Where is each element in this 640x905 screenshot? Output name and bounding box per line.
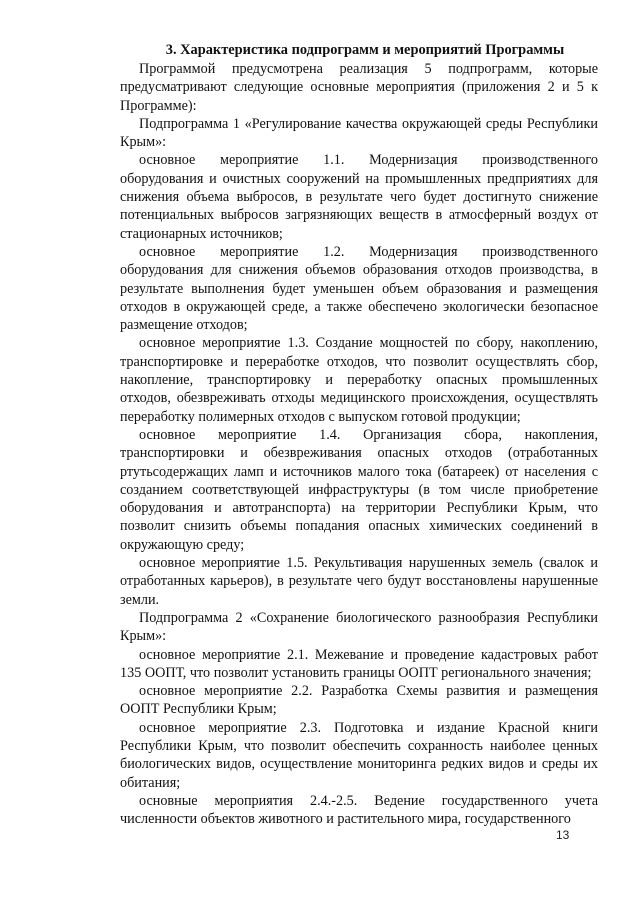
paragraph-measure-1-1: основное мероприятие 1.1. Модернизация производственного оборудования и очистных сооружений на промышленных предприятиях для снижения объема выбросов, в результате чего будет достигнуто снижение потенциальных выбросов загрязняющих веществ в атмосферный воздух от стационарных источников;: [120, 152, 598, 242]
page-number: 13: [556, 828, 570, 842]
paragraph-measure-1-3: основное мероприятие 1.3. Создание мощностей по сбору, накоплению, транспортировке и переработке отходов, что позволит осуществлять сбор, накопление, транспортировку и переработку опасных промышленных отходов, обезвреживать отходы медицинского происхождения, осуществлять переработку полимерных отходов с выпуском готовой продукции;: [120, 335, 598, 425]
paragraph-intro: Программой предусмотрена реализация 5 подпрограмм, которые предусматривают следующие основные мероприятия (приложения 2 и 5 к Программе):: [120, 61, 598, 114]
section-heading: 3. Характеристика подпрограмм и мероприятий Программы: [165, 42, 565, 58]
paragraph-measure-2-1: основное мероприятие 2.1. Межевание и проведение кадастровых работ 135 ООПТ, что позволит установить границы ООПТ регионального значения;: [120, 646, 598, 681]
paragraph-measure-2-3: основное мероприятие 2.3. Подготовка и издание Красной книги Республики Крым, что позволит обеспечить сохранность наиболее ценных биологических видов, осуществление мониторинга редких видов и среды их обитания;: [120, 719, 598, 791]
paragraph-measure-2-4-2-5: основные мероприятия 2.4.-2.5. Ведение государственного учета численности объектов животного и растительного мира, государственного: [120, 792, 598, 828]
paragraph-measure-1-4: основное мероприятие 1.4. Организация сбора, накопления, транспортировки и обезвреживания опасных отходов (отработанных ртутьсодержащих ламп и источников малого тока (батареек) от населения с созданием соответствующей инфраструктуры (в том числе приобретение оборудования и автотранспорта) на территории Республики Крым, что позволит снизить объемы попадания опасных химических соединений в окружающую среду;: [120, 426, 598, 553]
paragraph-measure-2-2: основное мероприятие 2.2. Разработка Схемы развития и размещения ООПТ Республики Крым;: [120, 683, 598, 718]
paragraph-subprogram-2: Подпрограмма 2 «Сохранение биологического разнообразия Республики Крым»:: [120, 609, 598, 645]
paragraph-measure-1-2: основное мероприятие 1.2. Модернизация производственного оборудования для снижения объемов образования отходов производства, в результате выполнения будет уменьшен объем образования и размещения отходов в окружающей среде, а также обеспечено экологически безопасное размещение отходов;: [120, 243, 598, 334]
paragraph-measure-1-5: основное мероприятие 1.5. Рекультивация нарушенных земель (свалок и отработанных карьеров), в результате чего будут восстановлены нарушенные земли.: [120, 555, 598, 608]
document-page: [120, 40, 598, 828]
paragraph-subprogram-1: Подпрограмма 1 «Регулирование качества окружающей среды Республики Крым»:: [120, 115, 598, 151]
